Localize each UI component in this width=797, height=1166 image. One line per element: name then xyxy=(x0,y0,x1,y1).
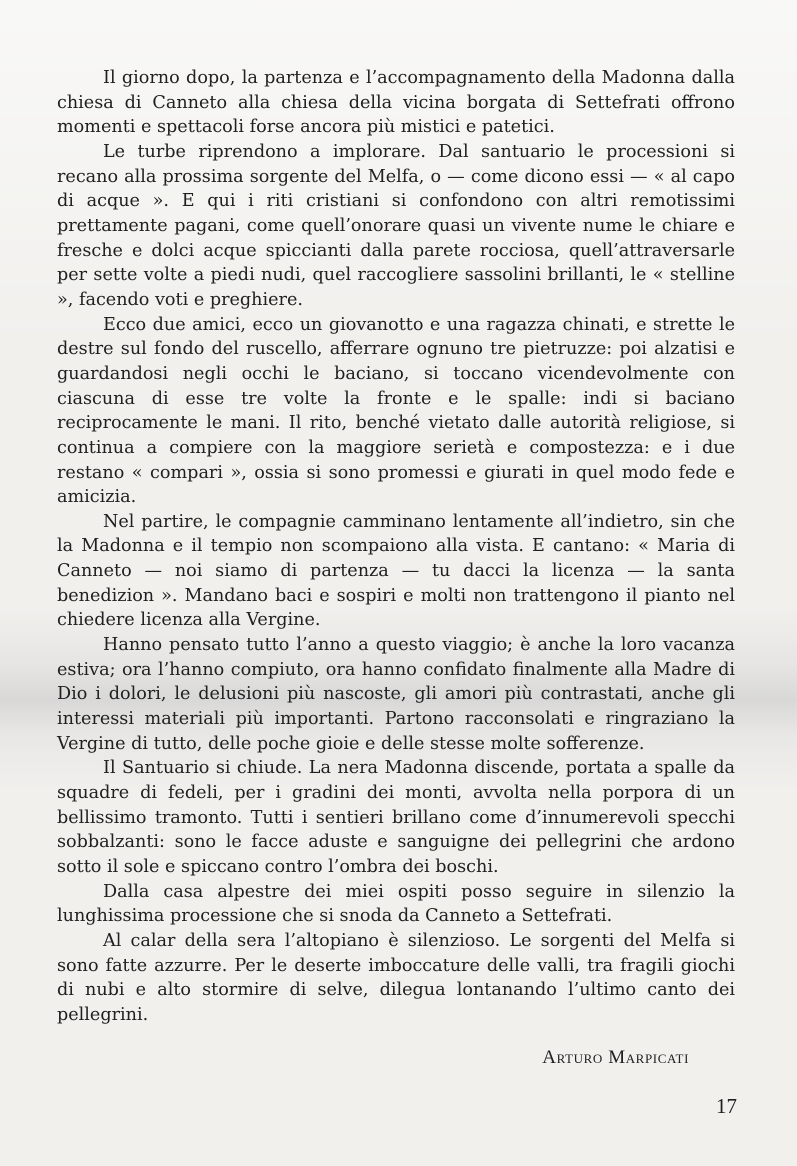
paragraph-1: Il giorno dopo, la partenza e l’accompagnamento della Madonna dalla chiesa di Canneto alla chiesa della vicina borgata di Settefrati offrono momenti e spettacoli forse ancora più mistici e patetici. xyxy=(57,68,735,138)
paragraph-3: Ecco due amici, ecco un giovanotto e una ragazza chinati, e strette le destre sul fondo del ruscello, afferrare ognuno tre pietruzze: poi alzatisi e guardandosi negli occhi le baciano, si toccano vicendevolmente con ciascuna di esse tre volte la fronte e le spalle: indi si baciano reciprocamente le mani. Il rito, benché vietato dalle autorità religiose, si continua a compiere con la maggiore serietà e compostezza: e i due restano « compari », ossia si sono promessi e giurati in quel modo fede e amicizia. xyxy=(57,314,735,508)
author-signature: Arturo Marpicati xyxy=(542,1047,689,1068)
paragraph-7: Dalla casa alpestre dei miei ospiti posso seguire in silenzio la lunghissima processione che si snoda da Canneto a Settefrati. xyxy=(57,881,735,927)
paragraph-6: Il Santuario si chiude. La nera Madonna discende, portata a spalle da squadre di fedeli, per i gradini dei monti, avvolta nella porpora di un bellissimo tramonto. Tutti i sentieri brillano come d’innumerevoli specchi sobbalzanti: sono le facce aduste e sanguigne dei pellegrini che ardono sotto il sole e spiccano contro l’ombra dei boschi. xyxy=(57,758,735,877)
paragraph-4: Nel partire, le compagnie camminano lentamente all’indietro, sin che la Madonna e il tempio non scompaiono alla vista. E cantano: « Maria di Canneto — noi siamo di partenza — tu dacci la licenza — la santa benedizion ». Mandano baci e sospiri e molti non trattengono il pianto nel chiedere licenza alla Vergine. xyxy=(57,511,735,631)
paragraph-8: Al calar della sera l’altopiano è silenzioso. Le sorgenti del Melfa si sono fatte azzurre. Per le deserte imboccature delle valli, tra fragili giochi di nubi e alto stormire di selve, dilegua lontanando l’ultimo canto dei pellegrini. xyxy=(57,930,735,1025)
paragraph-2: Le turbe riprendono a implorare. Dal santuario le processioni si recano alla prossima sorgente del Melfa, o — come dicono essi — « al capo di acque ». E qui i riti cristiani si confondono con altri remotissimi prettamente pagani, come quell’onorare quasi un vivente nume le chiare e fresche e dolci acque spiccianti dalla parete rocciosa, quell’attraversarle per sette volte a piedi nudi, quel raccogliere sassolini brillanti, le « stelline », facendo voti e preghiere. xyxy=(57,141,735,310)
article-body xyxy=(57,66,735,1028)
paragraph-5: Hanno pensato tutto l’anno a questo viaggio; è anche la loro vacanza estiva; ora l’hanno compiuto, ora hanno confidato finalmente alla Madre di Dio i dolori, le delusioni più nascoste, gli amori più contrastati, anche gli interessi materiali più importanti. Partono racconsolati e ringraziano la Vergine di tutto, delle poche gioie e delle stesse molte sofferenze. xyxy=(57,635,735,754)
page-number: 17 xyxy=(716,1094,737,1118)
